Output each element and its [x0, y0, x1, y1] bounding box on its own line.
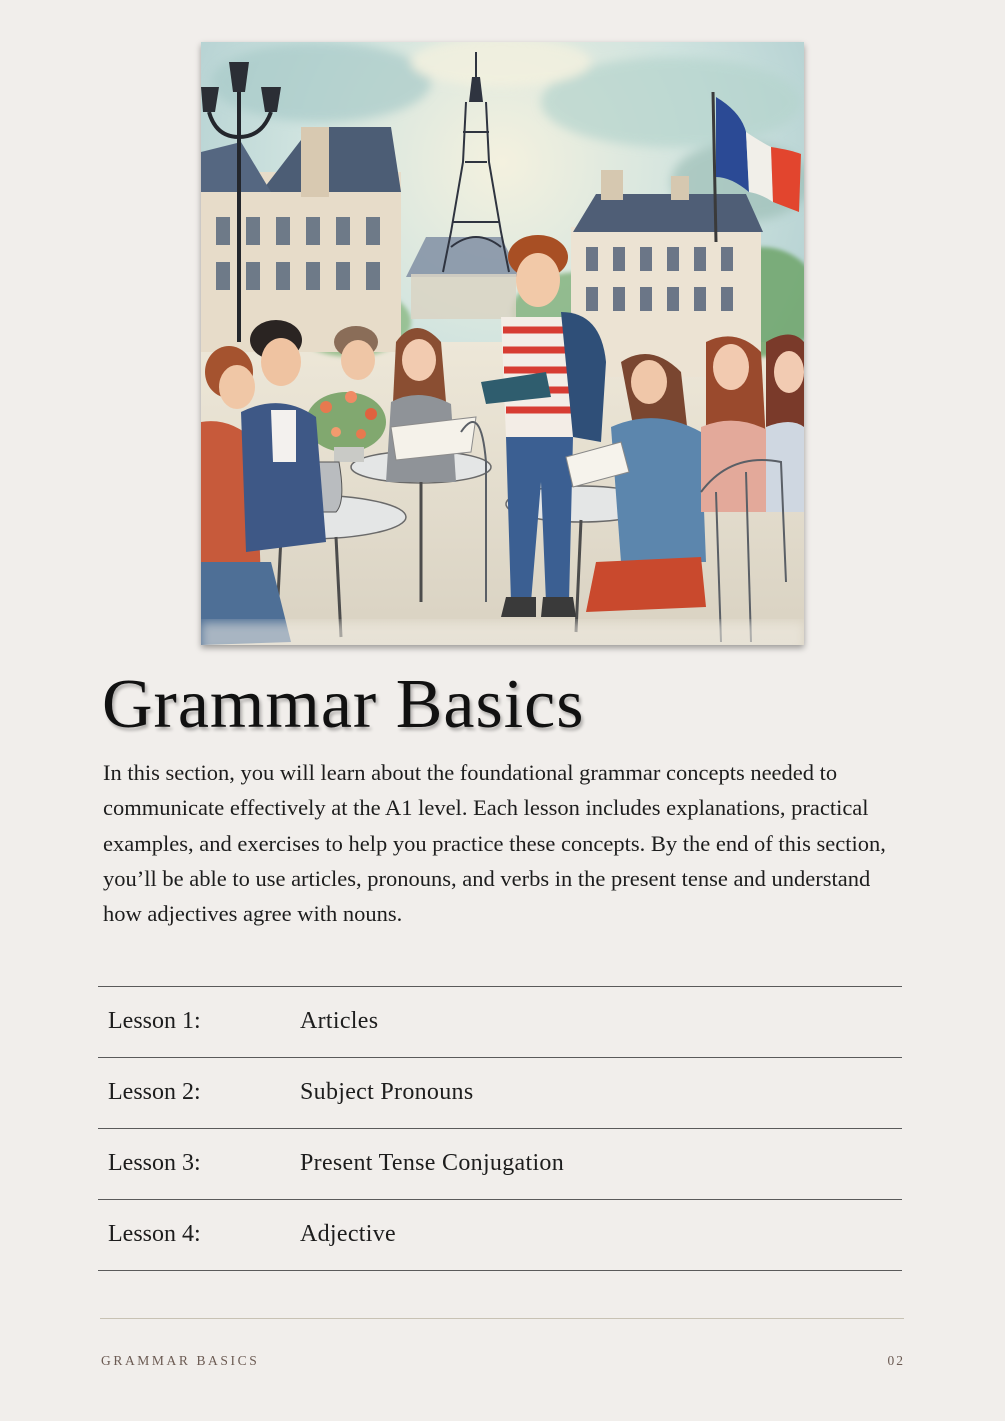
lesson-row-4 — [98, 1199, 902, 1271]
lesson-number: Lesson 1: — [108, 1008, 201, 1034]
page-title: Grammar Basics — [102, 666, 585, 743]
lesson-topic: Present Tense Conjugation — [300, 1150, 565, 1176]
lesson-number: Lesson 2: — [108, 1079, 201, 1105]
lesson-number: Lesson 4: — [108, 1221, 201, 1247]
lesson-number: Lesson 3: — [108, 1150, 201, 1176]
cover-illustration — [201, 42, 804, 645]
lesson-row-3 — [98, 1128, 902, 1199]
lesson-row-2 — [98, 1057, 902, 1128]
page-number: 02 — [887, 1353, 905, 1368]
footer-section-label: GRAMMAR BASICS — [101, 1353, 260, 1368]
lesson-row-1 — [98, 986, 902, 1057]
watercolor-scene-image — [201, 42, 804, 645]
intro-paragraph: In this section, you will learn about the foundational grammar concepts needed to communicate effectively at the A1 level. Each lesson includes explanations, practical examples, and exercises to help you practice these concepts. By the end of this section, you’ll be able to use articles, pronouns, and verbs in the present tense and understand how adjectives agree with nouns. — [103, 760, 886, 927]
lesson-topic: Articles — [300, 1008, 379, 1034]
footer-divider — [100, 1318, 904, 1319]
lesson-topic: Subject Pronouns — [300, 1079, 474, 1105]
lesson-topic: Adjective — [300, 1221, 396, 1247]
lesson-table — [98, 986, 902, 1271]
